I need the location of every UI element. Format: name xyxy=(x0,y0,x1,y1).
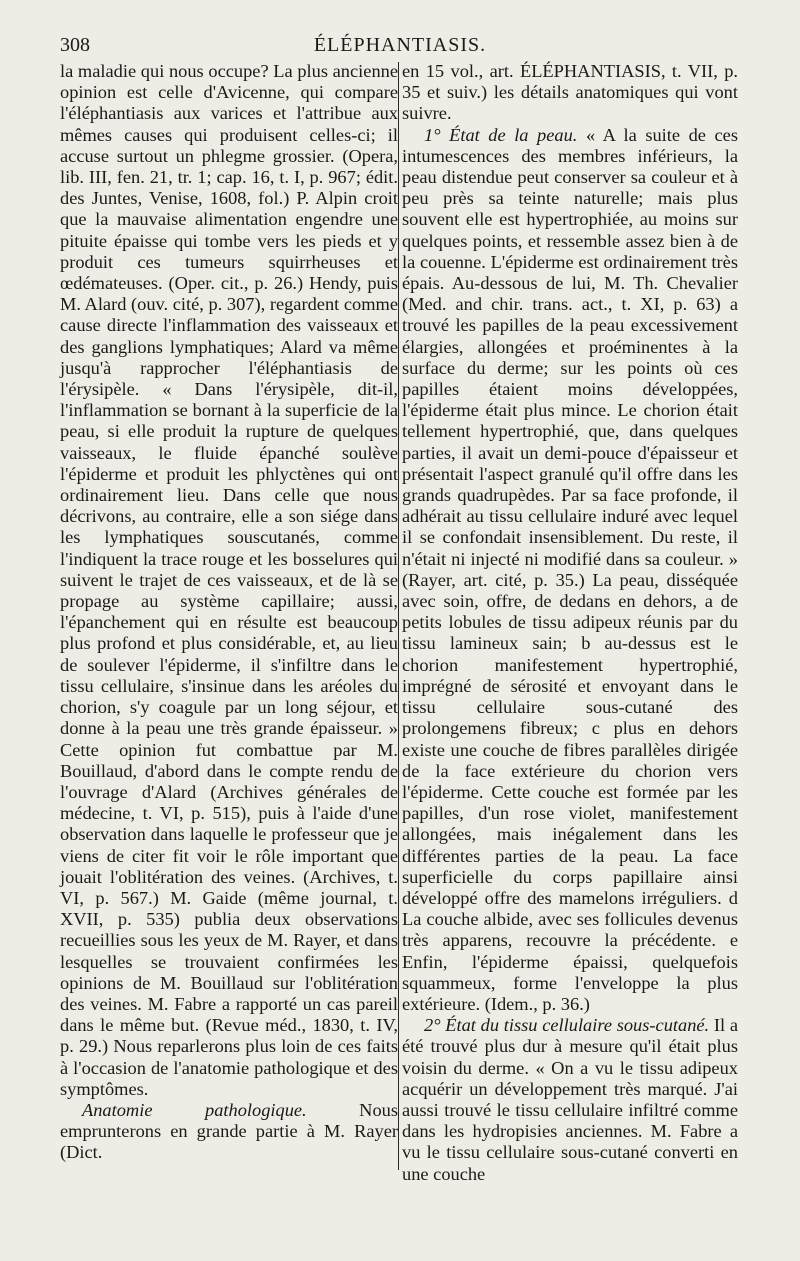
right-paragraph-2 xyxy=(402,125,738,1016)
left-paragraph-2-text: Nous emprunterons en grande partie à M. Rayer (Dict. xyxy=(60,1099,398,1163)
left-column xyxy=(60,61,398,1164)
right-paragraph-1: en 15 vol., art. ÉLÉPHANTIASIS, t. VII, p. 35 et suiv.) les détails anatomiques qui vont suivre. xyxy=(402,61,738,124)
section-heading-peau: 1° État de la peau. xyxy=(424,124,578,145)
section-heading-anatomie: Anatomie pathologique. xyxy=(82,1099,307,1120)
section-heading-tissu: 2° État du tissu cellulaire sous-cutané. xyxy=(424,1015,710,1036)
right-column xyxy=(402,61,738,1185)
page-number: 308 xyxy=(60,34,90,56)
page-header xyxy=(60,34,740,58)
left-paragraph-2 xyxy=(60,1100,398,1164)
running-title: ÉLÉPHANTIASIS. xyxy=(313,34,487,56)
column-divider xyxy=(398,62,399,1170)
left-paragraph-1: la maladie qui nous occupe? La plus ancienne opinion est celle d'Avicenne, qui compare l'éléphantiasis aux varices et l'attribue aux mêmes causes qui produisent celles-ci; il accuse surtout un phlegme grossier. (Opera, lib. III, fen. 21, tr. 1; cap. 16, t. I, p. 967; édit. des Juntes, Venise, 1608, fol.) P. Alpin croit que la mauvaise alimentation engendre une pituite épaisse qui tombe vers les pieds et y produit ces tumeurs squirrheuses et œdémateuses. (Oper. cit., p. 26.) Hendy, puis M. Alard (ouv. cité, p. 307), regardent comme cause directe l'inflammation des vaisseaux et des ganglions lymphatiques; Alard va même jusqu'à rapprocher l'éléphantiasis de l'érysipèle. « Dans l'érysipèle, dit-il, l'inflammation se bornant à la superficie de la peau, si elle produit la rupture de quelques vaisseaux, le fluide épanché soulève l'épiderme et produit les phlyctènes qui ont ordinairement lieu. Dans celle que nous décrivons, au contraire, elle a son siége dans les lymphatiques souscutanés, comme l'indiquent la trace rouge et les bosselures qui suivent le trajet de ces vaisseaux, et de là se propage au système capillaire; aussi, l'épanchement qui en résulte est beaucoup plus profond et plus considérable, et, au lieu de soulever l'épiderme, il s'infiltre dans le tissu cellulaire, s'insinue dans les aréoles du chorion, s'y coagule par un long séjour, et donne à la peau une très grande épaisseur. » Cette opinion fut combattue par M. Bouillaud, d'abord dans le compte rendu de l'ouvrage d'Alard (Archives générales de médecine, t. VI, p. 515), puis à l'aide d'une observation dans laquelle le professeur que je viens de citer fit voir le rôle important que jouait l'oblitération des veines. (Archives, t. VI, p. 567.) M. Gaide (même journal, t. XVII, p. 535) publia deux observations recueillies sous les yeux de M. Rayer, et dans lesquelles se trouvaient confirmées les opinions de M. Bouillaud sur l'oblitération des veines. M. Fabre a rapporté un cas pareil dans le même but. (Revue méd., 1830, t. IV, p. 29.) Nous reparlerons plus loin de ces faits à l'occasion de l'anatomie pathologique et des symptômes. xyxy=(60,61,398,1099)
right-paragraph-3-text: Il a été trouvé plus dur à mesure qu'il était plus voisin du derme. « On a vu le tissu adipeux acquérir un développement très marqué. J'ai aussi trouvé le tissu cellulaire infiltré comme dans les hydropisies anciennes. M. Fabre a vu le tissu cellulaire sous-cutané converti en une couche xyxy=(402,1015,739,1184)
right-paragraph-3 xyxy=(402,1015,738,1185)
right-paragraph-2-text: « A la suite de ces intumescences des membres inférieurs, la peau distendue peut conserver sa couleur et à peu près sa teinte naturelle; mais plus souvent elle est hypertrophiée, au moins sur quelques points, et ressemble assez bien à de la couenne. L'épiderme est ordinairement très épais. Au-dessous de lui, M. Th. Chevalier (Med. and chir. trans. act., t. XI, p. 63) a trouvé les papilles de la peau excessivement élargies, allongées et proéminentes à la surface du derme; sur les points où ces papilles étaient moins développées, l'épiderme était plus mince. Le chorion était tellement hypertrophié, que, dans quelques parties, il avait un demi-pouce d'épaisseur et présentait l'aspect granulé qu'il offre dans les grands quadrupèdes. Par sa face profonde, il adhérait au tissu cellulaire induré avec lequel il se confondait insensiblement. Du reste, il n'était ni injecté ni modifié dans sa couleur. » (Rayer, art. cité, p. 35.) La peau, disséquée avec soin, offre, de dedans en dehors, a de petits lobules de tissu adipeux réunis par du tissu lamineux sain; b au-dessus est le chorion manifestement hypertrophié, imprégné de sérosité et envoyant dans le tissu cellulaire sous-cutané des prolongemens fibreux; c plus en dehors existe une couche de fibres parallèles dirigée de la face extérieure du chorion vers l'épiderme. Cette couche est formée par les papilles, d'un rose violet, manifestement allongées, mais inégalement dans les différentes parties de la peau. La face superficielle du corps papillaire ainsi développé offre des mamelons irréguliers. d La couche albide, avec ses follicules devenus très apparens, recouvre la précédente. e Enfin, l'épiderme épaissi, quelquefois squammeux, forme l'enveloppe la plus extérieure. (Idem., p. 36.) xyxy=(402,124,738,1014)
